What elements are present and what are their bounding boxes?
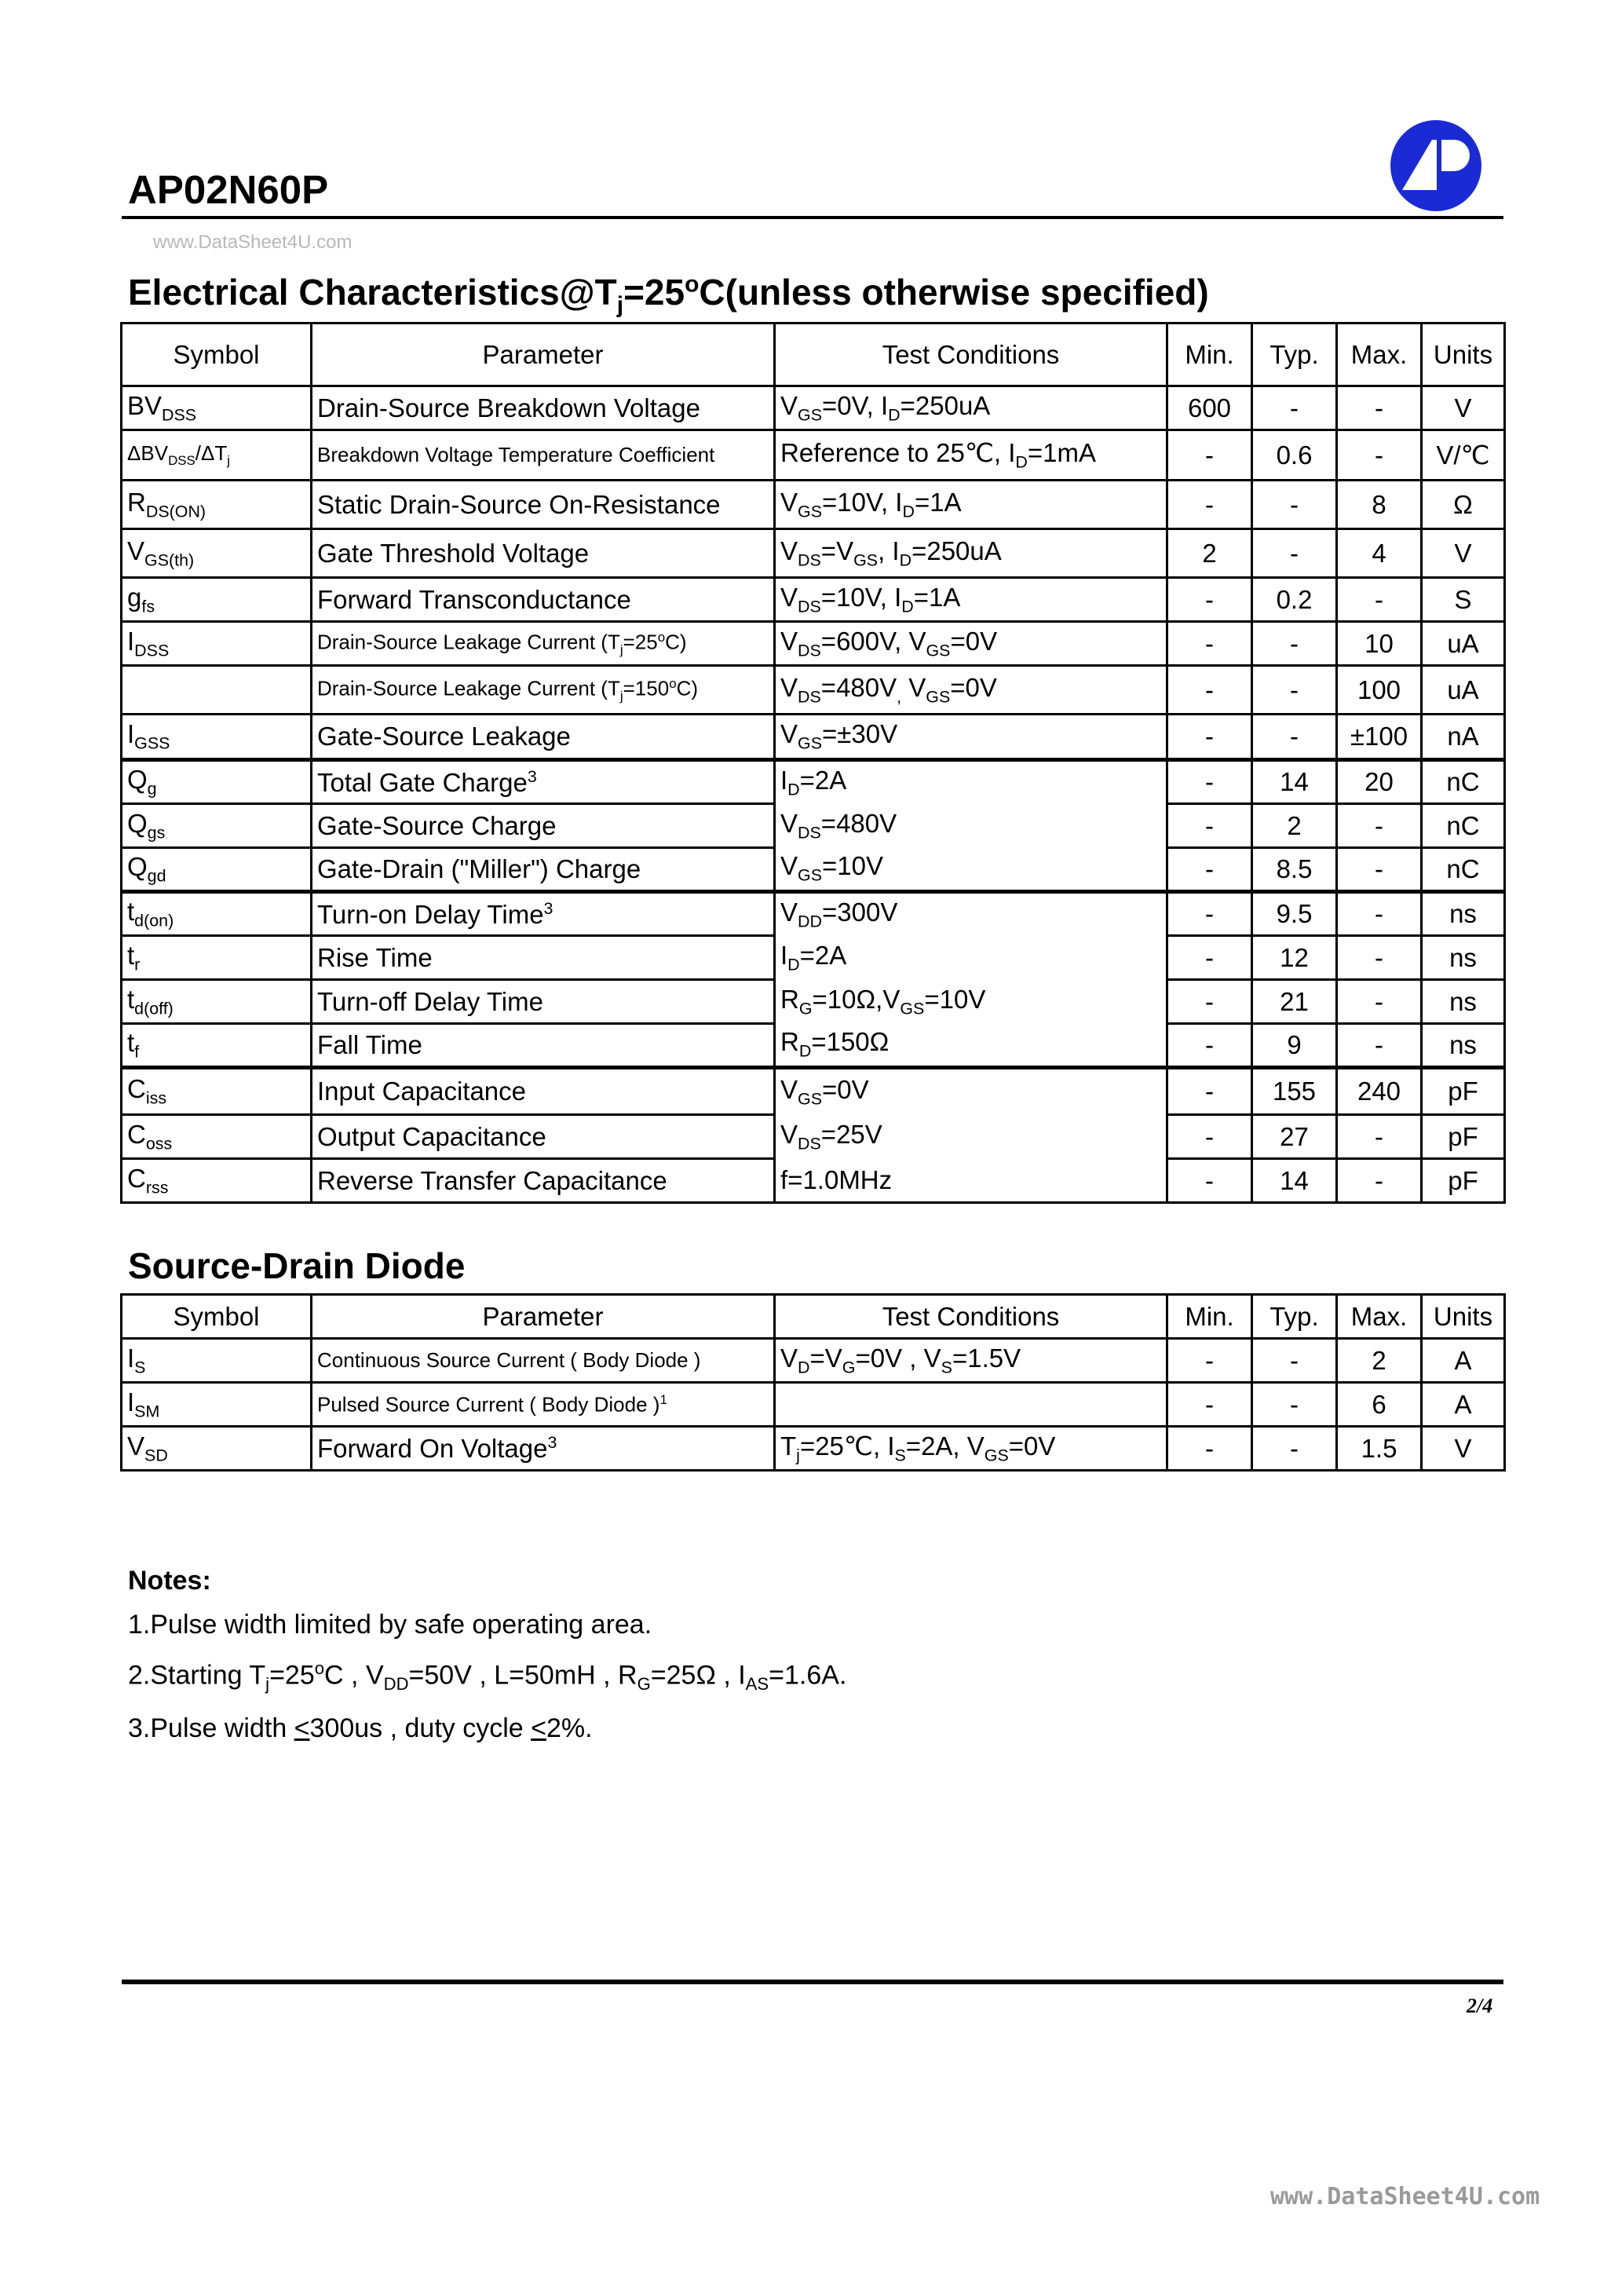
- units-cell: nA: [1422, 715, 1505, 760]
- header-typ: Typ.: [1252, 324, 1337, 386]
- table-row: [122, 1115, 1505, 1159]
- header-parameter: Parameter: [312, 324, 775, 386]
- symbol-cell: $t_{d(on)}$: [122, 892, 312, 936]
- test-conditions-cell: [775, 1383, 1167, 1427]
- max-cell: 10: [1337, 622, 1422, 666]
- units-cell: ns: [1422, 892, 1505, 936]
- parameter-cell: Static Drain-Source On-Resistance: [312, 481, 775, 529]
- typ-cell: -: [1252, 529, 1337, 578]
- units-cell: nC: [1422, 760, 1505, 804]
- max-cell: 100: [1337, 666, 1422, 715]
- table-row: [122, 430, 1505, 481]
- units-cell: uA: [1422, 666, 1505, 715]
- typ-cell: 12: [1252, 936, 1337, 980]
- header-test-conditions: Test Conditions: [775, 1295, 1167, 1339]
- footer-rule: [122, 1980, 1503, 1984]
- max-cell: 2: [1337, 1339, 1422, 1383]
- parameter-cell: Drain-Source Breakdown Voltage: [312, 386, 775, 430]
- test-conditions-cell: $V_{GS}=0V$, $I_D=250uA$: [775, 386, 1167, 430]
- symbol-cell: $g_{fs}$: [122, 578, 312, 622]
- max-cell: -: [1337, 936, 1422, 980]
- test-conditions-cell: $I_D=2A$: [775, 936, 1167, 980]
- min-cell: -: [1167, 1383, 1252, 1427]
- max-cell: -: [1337, 892, 1422, 936]
- table-row: [122, 715, 1505, 760]
- typ-cell: 27: [1252, 1115, 1337, 1159]
- units-cell: uA: [1422, 622, 1505, 666]
- parameter-cell: Forward Transconductance: [312, 578, 775, 622]
- table-header-row: [122, 324, 1505, 386]
- table-row: [122, 578, 1505, 622]
- parameter-cell: Breakdown Voltage Temperature Coefficient: [312, 430, 775, 481]
- min-cell: -: [1167, 430, 1252, 481]
- test-conditions-cell: Reference to 25℃, $I_D=1mA$: [775, 430, 1167, 481]
- typ-cell: 8.5: [1252, 848, 1337, 892]
- table-row: [122, 1427, 1505, 1471]
- table-row: [122, 980, 1505, 1024]
- symbol-cell: $BV_{DSS}$: [122, 386, 312, 430]
- header-symbol: Symbol: [122, 324, 312, 386]
- symbol-cell: $V_{GS(th)}$: [122, 529, 312, 578]
- max-cell: -: [1337, 1024, 1422, 1068]
- min-cell: -: [1167, 481, 1252, 529]
- parameter-cell: Total Gate Charge$^3$: [312, 760, 775, 804]
- units-cell: pF: [1422, 1159, 1505, 1203]
- table-row: [122, 1339, 1505, 1383]
- max-cell: 240: [1337, 1068, 1422, 1115]
- parameter-cell: Output Capacitance: [312, 1115, 775, 1159]
- symbol-cell: $I_S$: [122, 1339, 312, 1383]
- symbol-cell: [122, 666, 312, 715]
- min-cell: -: [1167, 715, 1252, 760]
- symbol-cell: $Q_g$: [122, 760, 312, 804]
- typ-cell: -: [1252, 715, 1337, 760]
- typ-cell: -: [1252, 1427, 1337, 1471]
- test-conditions-cell: $R_G=10\Omega,V_{GS}=10V$: [775, 980, 1167, 1024]
- parameter-cell: Gate-Source Leakage: [312, 715, 775, 760]
- table-row: [122, 1068, 1505, 1115]
- parameter-cell: Rise Time: [312, 936, 775, 980]
- units-cell: S: [1422, 578, 1505, 622]
- table-row: [122, 892, 1505, 936]
- part-number: AP02N60P: [128, 167, 329, 212]
- symbol-cell: $t_{d(off)}$: [122, 980, 312, 1024]
- header-symbol: Symbol: [122, 1295, 312, 1339]
- page-number: 2/4: [1467, 1994, 1493, 2017]
- min-cell: -: [1167, 1115, 1252, 1159]
- header-units: Units: [1422, 324, 1505, 386]
- symbol-cell: $\Delta BV_{DSS}/\Delta T_j$: [122, 430, 312, 481]
- max-cell: -: [1337, 1159, 1422, 1203]
- min-cell: -: [1167, 1427, 1252, 1471]
- table-row: [122, 848, 1505, 892]
- notes-section: [128, 1559, 846, 1750]
- symbol-cell: $C_{rss}$: [122, 1159, 312, 1203]
- parameter-cell: Gate Threshold Voltage: [312, 529, 775, 578]
- min-cell: -: [1167, 578, 1252, 622]
- test-conditions-cell: $V_{DS}=480V$: [775, 804, 1167, 848]
- units-cell: pF: [1422, 1115, 1505, 1159]
- units-cell: V/℃: [1422, 430, 1505, 481]
- min-cell: -: [1167, 892, 1252, 936]
- min-cell: 2: [1167, 529, 1252, 578]
- symbol-cell: $I_{SM}$: [122, 1383, 312, 1427]
- test-conditions-cell: $V_{GS}=0V$: [775, 1068, 1167, 1115]
- typ-cell: 0.2: [1252, 578, 1337, 622]
- max-cell: -: [1337, 430, 1422, 481]
- min-cell: -: [1167, 936, 1252, 980]
- table-row: [122, 666, 1505, 715]
- units-cell: ns: [1422, 936, 1505, 980]
- header-max: Max.: [1337, 1295, 1422, 1339]
- max-cell: 20: [1337, 760, 1422, 804]
- symbol-cell: $R_{DS(ON)}$: [122, 481, 312, 529]
- min-cell: -: [1167, 622, 1252, 666]
- parameter-cell: Input Capacitance: [312, 1068, 775, 1115]
- table-row: [122, 804, 1505, 848]
- max-cell: -: [1337, 1115, 1422, 1159]
- typ-cell: -: [1252, 666, 1337, 715]
- units-cell: Ω: [1422, 481, 1505, 529]
- company-logo: [1388, 118, 1484, 214]
- test-conditions-cell: f=1.0MHz: [775, 1159, 1167, 1203]
- min-cell: -: [1167, 760, 1252, 804]
- units-cell: ns: [1422, 980, 1505, 1024]
- max-cell: -: [1337, 804, 1422, 848]
- table-row: [122, 1383, 1505, 1427]
- header-typ: Typ.: [1252, 1295, 1337, 1339]
- diode-title: Source-Drain Diode: [128, 1245, 466, 1286]
- typ-cell: 9: [1252, 1024, 1337, 1068]
- max-cell: 6: [1337, 1383, 1422, 1427]
- min-cell: -: [1167, 980, 1252, 1024]
- typ-cell: -: [1252, 622, 1337, 666]
- header-test-conditions: Test Conditions: [775, 324, 1167, 386]
- symbol-cell: $C_{iss}$: [122, 1068, 312, 1115]
- test-conditions-cell: $V_{GS}=10V$: [775, 848, 1167, 892]
- max-cell: ±100: [1337, 715, 1422, 760]
- header-min: Min.: [1167, 324, 1252, 386]
- table-row: [122, 622, 1505, 666]
- symbol-cell: $Q_{gs}$: [122, 804, 312, 848]
- table-row: [122, 1024, 1505, 1068]
- parameter-cell: Drain-Source Leakage Current $(T_j=25^oC)$: [312, 622, 775, 666]
- min-cell: -: [1167, 1024, 1252, 1068]
- electrical-table: [120, 322, 1506, 1204]
- table-row: [122, 936, 1505, 980]
- parameter-cell: Reverse Transfer Capacitance: [312, 1159, 775, 1203]
- symbol-cell: $I_{GSS}$: [122, 715, 312, 760]
- test-conditions-cell: $V_{DS}=480V_,$ $V_{GS}=0V$: [775, 666, 1167, 715]
- test-conditions-cell: $V_{DS}=25V$: [775, 1115, 1167, 1159]
- max-cell: -: [1337, 848, 1422, 892]
- max-cell: -: [1337, 578, 1422, 622]
- parameter-cell: Gate-Drain ("Miller") Charge: [312, 848, 775, 892]
- min-cell: -: [1167, 1159, 1252, 1203]
- test-conditions-cell: $I_D=2A$: [775, 760, 1167, 804]
- test-conditions-cell: $V_{GS}=\pm 30V$: [775, 715, 1167, 760]
- watermark-top: www.DataSheet4U.com: [153, 232, 353, 253]
- min-cell: -: [1167, 1339, 1252, 1383]
- typ-cell: -: [1252, 481, 1337, 529]
- min-cell: 600: [1167, 386, 1252, 430]
- parameter-cell: Gate-Source Charge: [312, 804, 775, 848]
- test-conditions-cell: $V_D=V_G=0V$ , $V_S=1.5V$: [775, 1339, 1167, 1383]
- diode-table: [120, 1293, 1506, 1472]
- symbol-cell: $V_{SD}$: [122, 1427, 312, 1471]
- symbol-cell: $C_{oss}$: [122, 1115, 312, 1159]
- typ-cell: 21: [1252, 980, 1337, 1024]
- parameter-cell: Drain-Source Leakage Current $(T_j=150^oC)$: [312, 666, 775, 715]
- symbol-cell: $t_r$: [122, 936, 312, 980]
- electrical-title: Electrical $Characteristics@T_j=25^oC(unless$ otherwise specified): [128, 271, 1209, 319]
- units-cell: ns: [1422, 1024, 1505, 1068]
- typ-cell: 2: [1252, 804, 1337, 848]
- parameter-cell: Forward On Voltage$^3$: [312, 1427, 775, 1471]
- test-conditions-cell: $V_{GS}=10V$, $I_D=1A$: [775, 481, 1167, 529]
- max-cell: -: [1337, 980, 1422, 1024]
- test-conditions-cell: $V_{DS}=600V$, $V_{GS}=0V$: [775, 622, 1167, 666]
- table-row: [122, 760, 1505, 804]
- header-rule: [122, 216, 1503, 219]
- test-conditions-cell: $R_D=150\Omega$: [775, 1024, 1167, 1068]
- note-item: 2.Starting $T_j=25^oC$ , $V_{DD}=50V$ , L=50mH , $R_G=25\Omega$ , $I_{AS}=1.6A$.: [128, 1658, 847, 1695]
- typ-cell: -: [1252, 1339, 1337, 1383]
- header-min: Min.: [1167, 1295, 1252, 1339]
- note-item: 3.Pulse width <300us , duty cycle <2%.: [128, 1713, 593, 1744]
- table-header-row: [122, 1295, 1505, 1339]
- notes-heading: Notes:: [128, 1566, 211, 1596]
- test-conditions-cell: $V_{DD}=300V$: [775, 892, 1167, 936]
- symbol-cell: $t_f$: [122, 1024, 312, 1068]
- min-cell: -: [1167, 804, 1252, 848]
- units-cell: nC: [1422, 848, 1505, 892]
- table-row: [122, 529, 1505, 578]
- units-cell: A: [1422, 1383, 1505, 1427]
- parameter-cell: Pulsed Source Current ( Body Diode )$^1$: [312, 1383, 775, 1427]
- units-cell: V: [1422, 386, 1505, 430]
- typ-cell: 14: [1252, 760, 1337, 804]
- max-cell: 8: [1337, 481, 1422, 529]
- parameter-cell: Continuous Source Current ( Body Diode ): [312, 1339, 775, 1383]
- units-cell: pF: [1422, 1068, 1505, 1115]
- typ-cell: -: [1252, 1383, 1337, 1427]
- watermark-bottom: www.DataSheet4U.com: [1270, 2183, 1540, 2210]
- test-conditions-cell: $T_j=25℃$, $I_S=2A$, $V_{GS}=0V$: [775, 1427, 1167, 1471]
- parameter-cell: Turn-off Delay Time: [312, 980, 775, 1024]
- units-cell: A: [1422, 1339, 1505, 1383]
- max-cell: 1.5: [1337, 1427, 1422, 1471]
- table-row: [122, 1159, 1505, 1203]
- typ-cell: -: [1252, 386, 1337, 430]
- test-conditions-cell: $V_{DS}=V_{GS}$, $I_D=250uA$: [775, 529, 1167, 578]
- table-row: [122, 481, 1505, 529]
- symbol-cell: $I_{DSS}$: [122, 622, 312, 666]
- table-row: [122, 386, 1505, 430]
- symbol-cell: $Q_{gd}$: [122, 848, 312, 892]
- units-cell: nC: [1422, 804, 1505, 848]
- parameter-cell: Turn-on Delay Time$^3$: [312, 892, 775, 936]
- max-cell: -: [1337, 386, 1422, 430]
- max-cell: 4: [1337, 529, 1422, 578]
- units-cell: V: [1422, 529, 1505, 578]
- min-cell: -: [1167, 666, 1252, 715]
- min-cell: -: [1167, 848, 1252, 892]
- header-parameter: Parameter: [312, 1295, 775, 1339]
- typ-cell: 9.5: [1252, 892, 1337, 936]
- typ-cell: 14: [1252, 1159, 1337, 1203]
- min-cell: -: [1167, 1068, 1252, 1115]
- note-item: 1.Pulse width limited by safe operating area.: [128, 1610, 652, 1640]
- typ-cell: 0.6: [1252, 430, 1337, 481]
- header-units: Units: [1422, 1295, 1505, 1339]
- typ-cell: 155: [1252, 1068, 1337, 1115]
- test-conditions-cell: $V_{DS}=10V$, $I_D=1A$: [775, 578, 1167, 622]
- parameter-cell: Fall Time: [312, 1024, 775, 1068]
- units-cell: V: [1422, 1427, 1505, 1471]
- header-max: Max.: [1337, 324, 1422, 386]
